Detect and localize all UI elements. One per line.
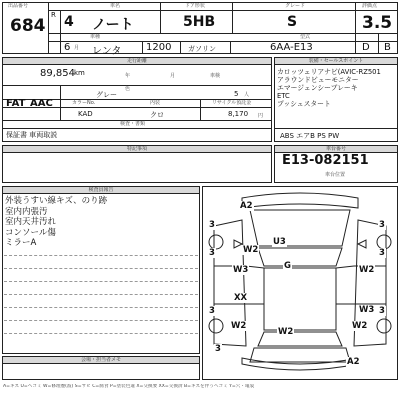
chassis-label: 車台番号 [325,146,346,152]
equipment-item: アラウンドビューモニター [277,76,359,84]
shaken-year-unit: 年 [125,73,131,79]
fuel: ガソリン [188,45,216,53]
damage-mark: W3 [359,305,375,315]
grade-label: グレード [285,3,306,9]
inspector-notes-text [5,196,107,249]
damage-mark: W2 [231,321,247,331]
note-line: コンソール傷 [5,227,56,238]
color-no: KAD [78,110,93,118]
grade: S [287,14,298,30]
recycle-unit: 円 [258,113,264,119]
equipment-item: プッシュスタート [277,100,331,108]
mileage-label: 走行距離 [126,58,147,64]
recycle-label: リサイクル預託金 [212,100,252,106]
month-value: 6 [64,42,71,53]
docs: 保証書 車両取説 [6,131,58,139]
car-diagram [202,186,398,380]
year-value: 4 [64,14,74,30]
era-letter: R [51,11,56,19]
damage-mark: A2 [240,201,253,211]
door-label: ドア形状 [185,3,205,9]
side-number: 3 [379,306,385,316]
month-unit: 月 [74,45,80,51]
equipment-item: カロッツェリアナビ(AVIC-RZ501 [277,68,381,76]
legend-text: A=キズ U=ヘコミ W=修理歴(波) S=サビ C=腐食 P=塗装色違 X=交換要 XX=交換済 B=キズを伴うヘコミ Y=穴・亀裂 [3,384,255,389]
model-label: 車種 [90,34,101,40]
interior-label: 内装 [150,100,161,106]
score: 3.5 [362,13,393,33]
note-line: 室内天井汚れ [5,217,57,227]
exterior-score: B [384,42,391,53]
type-label: 型式 [300,34,311,40]
mileage: 89,854 [40,68,75,79]
color-label: 色 [125,86,131,92]
transmission: FAT [6,98,26,109]
inspector-notes-label: 検査員報告 [88,187,114,193]
chassis-position-label: 車台位置 [325,172,346,178]
lot-number: 684 [10,16,46,36]
note-line: 室内内張汚 [5,206,48,217]
usage: レンタ [92,46,122,57]
score-label: 評価点 [362,3,378,9]
interior-color: クロ [150,111,164,119]
color-no-label: カラーNo. [72,100,96,106]
chassis-number: E13-082151 [282,153,369,168]
seats: 5 [234,90,239,98]
equipment-item: エマージェンシーブレーキ [277,84,358,92]
damage-mark: W2 [352,321,368,331]
interior-score: D [362,42,370,53]
mileage-unit: km [74,69,85,77]
damage-mark: W3 [233,265,249,275]
docs-label: 検査・書類 [120,121,146,127]
seats-unit: 人 [244,92,250,98]
shaken-month-unit: 月 [170,73,176,79]
aircon: AAC [30,98,53,109]
side-number: 3 [215,344,221,354]
equipment-label: 装備・セールスポイント [308,58,364,64]
damage-mark: A2 [347,357,360,367]
side-number: 3 [379,248,385,258]
note-line: 外装うすい線キズ、のり跡 [5,196,108,206]
side-number: 3 [209,306,215,316]
lot-label: 出品番号 [8,3,29,9]
shaken-label: 車検 [210,73,221,79]
side-number: 3 [379,220,385,230]
recycle-amount: 8,170 [228,110,249,118]
side-number: 3 [209,248,215,258]
car-name: ノート [92,17,134,33]
side-number: 3 [209,220,215,230]
equipment-item: ETC [277,92,290,100]
memo-label: 会場・担当者メモ [80,357,121,363]
car-name-label: 車名 [110,3,121,9]
note-line: ミラーA [5,238,37,248]
displacement: 1200 [146,42,172,53]
special-notes-label: 特記事項 [126,146,147,152]
damage-mark: W2 [243,245,259,255]
damage-mark: XX [234,293,248,303]
door-type: 5HB [183,14,216,30]
damage-mark: W2 [278,327,294,337]
body-color: グレー [96,91,117,99]
damage-mark: G [284,261,291,271]
model-code: 6AA-E13 [270,42,313,53]
damage-mark: W2 [359,265,375,275]
equipment-list [277,68,397,108]
options: ABS エアB PS PW [280,132,340,140]
damage-mark: U3 [273,237,286,247]
